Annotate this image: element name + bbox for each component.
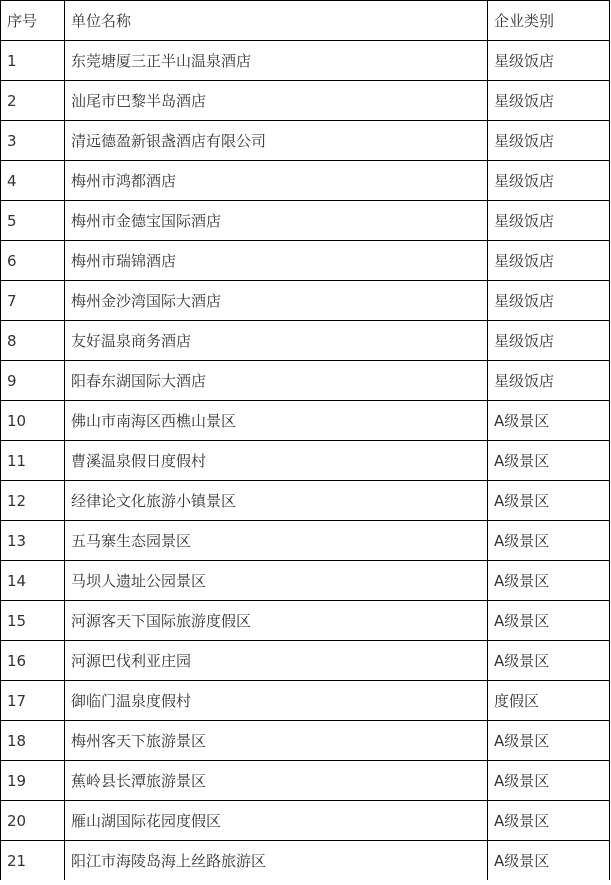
row-unit-name: 佛山市南海区西樵山景区 [65, 401, 488, 441]
table-row [1, 201, 610, 241]
row-unit-name: 梅州金沙湾国际大酒店 [65, 281, 488, 321]
row-category: A级景区 [488, 641, 610, 681]
row-category: 星级饭店 [488, 121, 610, 161]
table-row [1, 721, 610, 761]
row-index: 3 [1, 121, 65, 161]
header-unit-name: 单位名称 [65, 1, 488, 41]
row-category: A级景区 [488, 841, 610, 881]
row-index: 21 [1, 841, 65, 881]
table-header-row [1, 1, 610, 41]
row-category: 星级饭店 [488, 41, 610, 81]
row-unit-name: 汕尾市巴黎半岛酒店 [65, 81, 488, 121]
row-category: A级景区 [488, 441, 610, 481]
row-index: 13 [1, 521, 65, 561]
row-unit-name: 东莞塘厦三正半山温泉酒店 [65, 41, 488, 81]
row-index: 11 [1, 441, 65, 481]
row-category: A级景区 [488, 561, 610, 601]
row-index: 4 [1, 161, 65, 201]
table-row [1, 121, 610, 161]
row-category: A级景区 [488, 521, 610, 561]
row-unit-name: 梅州客天下旅游景区 [65, 721, 488, 761]
row-category: 星级饭店 [488, 161, 610, 201]
row-unit-name: 御临门温泉度假村 [65, 681, 488, 721]
table-row [1, 401, 610, 441]
row-index: 10 [1, 401, 65, 441]
row-unit-name: 蕉岭县长潭旅游景区 [65, 761, 488, 801]
row-index: 7 [1, 281, 65, 321]
row-index: 6 [1, 241, 65, 281]
row-category: 星级饭店 [488, 81, 610, 121]
table-row [1, 321, 610, 361]
table-row [1, 481, 610, 521]
row-index: 8 [1, 321, 65, 361]
row-unit-name: 梅州市瑞锦酒店 [65, 241, 488, 281]
row-index: 12 [1, 481, 65, 521]
row-unit-name: 五马寨生态园景区 [65, 521, 488, 561]
row-category: A级景区 [488, 481, 610, 521]
row-index: 1 [1, 41, 65, 81]
row-index: 19 [1, 761, 65, 801]
table-row [1, 521, 610, 561]
row-unit-name: 河源客天下国际旅游度假区 [65, 601, 488, 641]
row-unit-name: 清远德盈新银盏酒店有限公司 [65, 121, 488, 161]
row-category: A级景区 [488, 761, 610, 801]
table-row [1, 641, 610, 681]
table-row [1, 681, 610, 721]
row-unit-name: 友好温泉商务酒店 [65, 321, 488, 361]
row-unit-name: 经律论文化旅游小镇景区 [65, 481, 488, 521]
row-index: 15 [1, 601, 65, 641]
row-unit-name: 马坝人遗址公园景区 [65, 561, 488, 601]
row-unit-name: 梅州市金德宝国际酒店 [65, 201, 488, 241]
row-unit-name: 阳春东湖国际大酒店 [65, 361, 488, 401]
row-category: 星级饭店 [488, 201, 610, 241]
row-category: A级景区 [488, 721, 610, 761]
row-index: 16 [1, 641, 65, 681]
header-index: 序号 [1, 1, 65, 41]
table-body [1, 41, 610, 881]
row-category: 度假区 [488, 681, 610, 721]
row-index: 5 [1, 201, 65, 241]
table-row [1, 81, 610, 121]
row-unit-name: 曹溪温泉假日度假村 [65, 441, 488, 481]
row-category: 星级饭店 [488, 241, 610, 281]
table-row [1, 241, 610, 281]
table-row [1, 41, 610, 81]
row-index: 14 [1, 561, 65, 601]
table-row [1, 161, 610, 201]
table-row [1, 761, 610, 801]
row-category: A级景区 [488, 401, 610, 441]
table-row [1, 441, 610, 481]
table-row [1, 281, 610, 321]
row-unit-name: 阳江市海陵岛海上丝路旅游区 [65, 841, 488, 881]
row-category: 星级饭店 [488, 281, 610, 321]
table-row [1, 601, 610, 641]
row-category: 星级饭店 [488, 361, 610, 401]
row-index: 9 [1, 361, 65, 401]
row-category: A级景区 [488, 601, 610, 641]
header-category: 企业类别 [488, 1, 610, 41]
row-index: 18 [1, 721, 65, 761]
row-index: 20 [1, 801, 65, 841]
table-row [1, 801, 610, 841]
row-unit-name: 梅州市鸿都酒店 [65, 161, 488, 201]
table-row [1, 841, 610, 881]
row-category: 星级饭店 [488, 321, 610, 361]
row-unit-name: 雁山湖国际花园度假区 [65, 801, 488, 841]
row-unit-name: 河源巴伐利亚庄园 [65, 641, 488, 681]
row-category: A级景区 [488, 801, 610, 841]
row-index: 17 [1, 681, 65, 721]
row-index: 2 [1, 81, 65, 121]
table-row [1, 361, 610, 401]
table-row [1, 561, 610, 601]
